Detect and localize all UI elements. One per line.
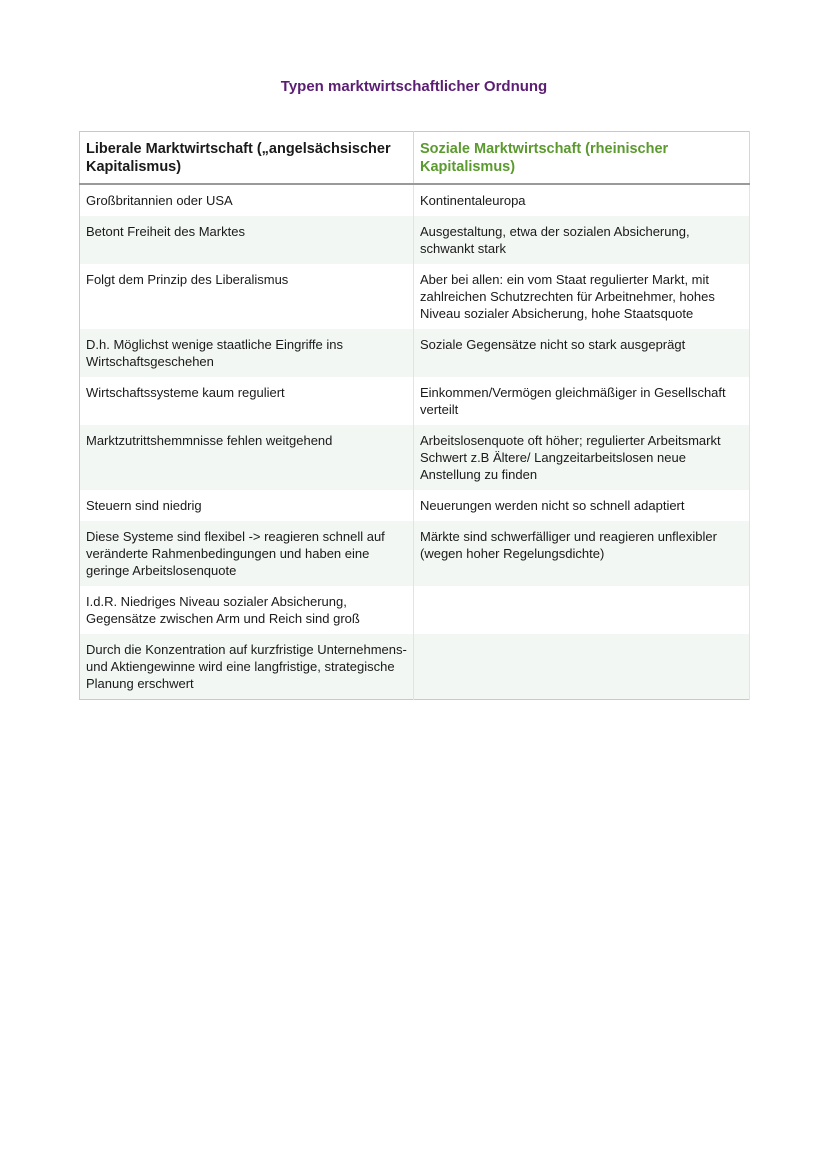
- table-row: [80, 264, 750, 329]
- table-row: [80, 184, 750, 216]
- cell-liberal: Betont Freiheit des Marktes: [80, 216, 414, 264]
- cell-sozial: Kontinentaleuropa: [414, 184, 750, 216]
- cell-liberal: Marktzutrittshemmnisse fehlen weitgehend: [80, 425, 414, 490]
- cell-sozial: [414, 634, 750, 700]
- cell-liberal: Steuern sind niedrig: [80, 490, 414, 521]
- table-row: [80, 377, 750, 425]
- cell-sozial: Soziale Gegensätze nicht so stark ausgeprägt: [414, 329, 750, 377]
- table-row: [80, 521, 750, 586]
- table-row: [80, 634, 750, 700]
- cell-sozial: Einkommen/Vermögen gleichmäßiger in Gesellschaft verteilt: [414, 377, 750, 425]
- table-row: [80, 329, 750, 377]
- cell-sozial: Aber bei allen: ein vom Staat regulierter Markt, mit zahlreichen Schutzrechten für Arbeitnehmer, hohes Niveau sozialer Absicherung, hohe Staatsquote: [414, 264, 750, 329]
- cell-sozial: Arbeitslosenquote oft höher; regulierter Arbeitsmarkt Schwert z.B Ältere/ Langzeitarbeitslosen neue Anstellung zu finden: [414, 425, 750, 490]
- cell-liberal: Großbritannien oder USA: [80, 184, 414, 216]
- cell-sozial: Märkte sind schwerfälliger und reagieren unflexibler (wegen hoher Regelungsdichte): [414, 521, 750, 586]
- table-row: [80, 490, 750, 521]
- cell-sozial: Neuerungen werden nicht so schnell adaptiert: [414, 490, 750, 521]
- header-soziale-marktwirtschaft: Soziale Marktwirtschaft (rheinischer Kapitalismus): [414, 132, 750, 185]
- comparison-table: [79, 131, 750, 700]
- cell-liberal: Diese Systeme sind flexibel -> reagieren schnell auf veränderte Rahmenbedingungen und haben eine geringe Arbeitslosenquote: [80, 521, 414, 586]
- cell-liberal: Durch die Konzentration auf kurzfristige Unternehmens- und Aktiengewinne wird eine langfristige, strategische Planung erschwert: [80, 634, 414, 700]
- page-title: Typen marktwirtschaftlicher Ordnung: [280, 78, 548, 95]
- cell-sozial: Ausgestaltung, etwa der sozialen Absicherung, schwankt stark: [414, 216, 750, 264]
- cell-sozial: [414, 586, 750, 634]
- header-liberale-marktwirtschaft: Liberale Marktwirtschaft („angelsächsischer Kapitalismus): [80, 132, 414, 185]
- cell-liberal: Wirtschaftssysteme kaum reguliert: [80, 377, 414, 425]
- table-row: [80, 425, 750, 490]
- cell-liberal: Folgt dem Prinzip des Liberalismus: [80, 264, 414, 329]
- cell-liberal: D.h. Möglichst wenige staatliche Eingriffe ins Wirtschaftsgeschehen: [80, 329, 414, 377]
- cell-liberal: I.d.R. Niedriges Niveau sozialer Absicherung, Gegensätze zwischen Arm und Reich sind groß: [80, 586, 414, 634]
- table-row: [80, 216, 750, 264]
- table-row: [80, 586, 750, 634]
- table-header-row: [80, 132, 750, 185]
